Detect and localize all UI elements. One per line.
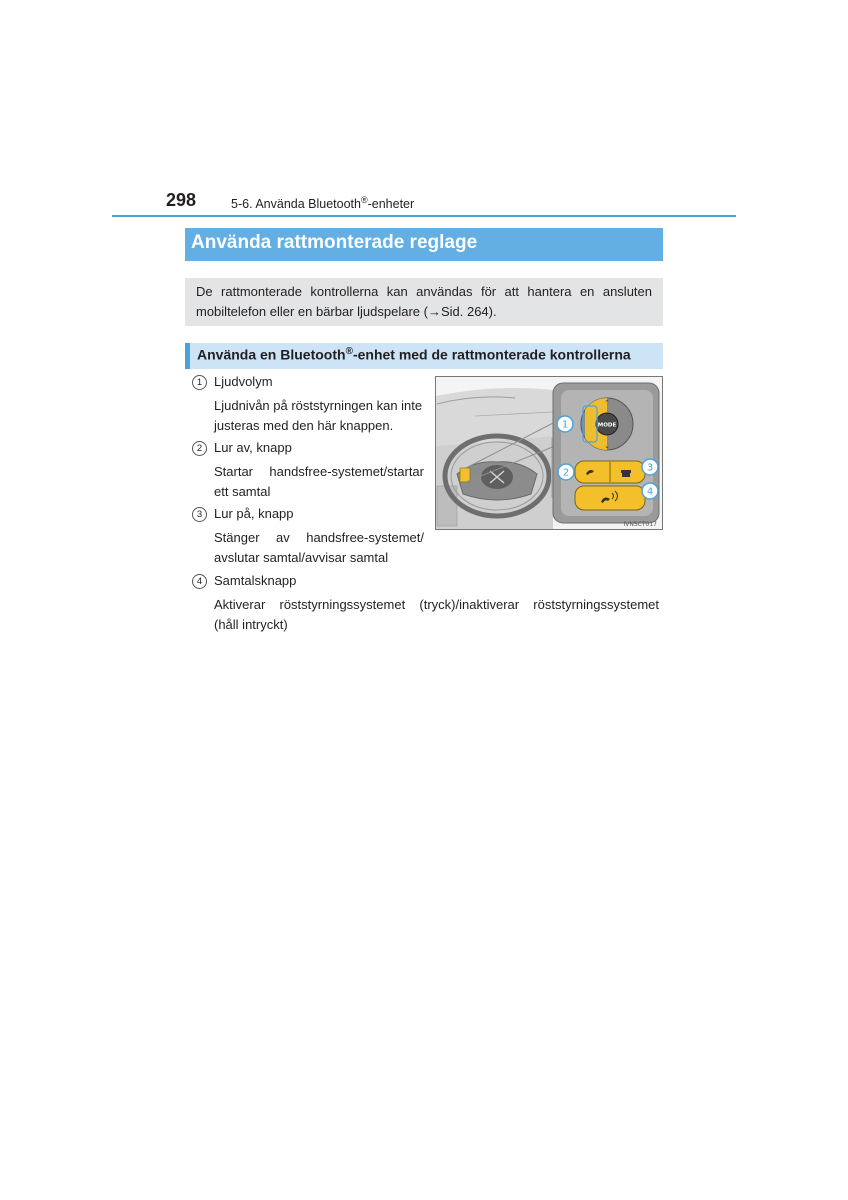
running-header bbox=[231, 195, 414, 211]
item-description-2 bbox=[214, 462, 424, 502]
svg-text:4: 4 bbox=[646, 486, 654, 498]
subsection-title-suffix: -enhet med de rattmonterade kontrollerna bbox=[352, 346, 631, 363]
svg-text:3: 3 bbox=[646, 462, 654, 474]
dashboard-drawing bbox=[436, 388, 553, 529]
item-description-4-line1: Aktiverar röststyrningssystemet (tryck)/inaktiverar röststyrningssystemet bbox=[214, 597, 659, 612]
steering-wheel-controls-illustration bbox=[435, 376, 663, 530]
item-description-4-line2: (håll intryckt) bbox=[214, 617, 288, 632]
registered-mark: ® bbox=[345, 346, 353, 357]
registered-mark: ® bbox=[360, 195, 368, 205]
callout-1 bbox=[557, 416, 573, 432]
svg-text:1: 1 bbox=[561, 419, 569, 431]
item-description-3 bbox=[214, 528, 424, 568]
zoom-panel bbox=[553, 383, 659, 523]
svg-text:⌄: ⌄ bbox=[604, 442, 610, 450]
item-description-1-line1: Ljudnivån på röststyrningen kan inte bbox=[214, 398, 423, 413]
running-header-text: 5-6. Använda Bluetooth bbox=[231, 197, 361, 212]
svg-text:⌃: ⌃ bbox=[604, 399, 610, 407]
item-number-2: 2 bbox=[192, 441, 207, 456]
subsection-title bbox=[185, 343, 663, 369]
page-number: 298 bbox=[166, 190, 197, 210]
intro-box bbox=[185, 278, 663, 326]
item-description-3-line2: avslutar samtal/avvisar samtal bbox=[214, 550, 389, 565]
subsection-title-text: Använda en Bluetooth bbox=[197, 346, 346, 363]
item-label-2: Lur av, knapp bbox=[214, 440, 292, 455]
item-label-4: Samtalsknapp bbox=[214, 573, 297, 588]
running-header-suffix: -enheter bbox=[367, 197, 415, 212]
item-label-1: Ljudvolym bbox=[214, 374, 273, 389]
item-label-3: Lur på, knapp bbox=[214, 506, 294, 521]
callout-4 bbox=[642, 483, 658, 499]
item-description-2-line1: Startar handsfree-systemet/startar bbox=[214, 464, 424, 479]
callout-3 bbox=[642, 459, 658, 475]
section-title: Använda rattmonterade reglage bbox=[185, 228, 663, 261]
item-description-2-line2: ett samtal bbox=[214, 484, 271, 499]
item-number-3: 3 bbox=[192, 507, 207, 522]
on-hook-icon bbox=[621, 470, 631, 477]
item-number-1: 1 bbox=[192, 375, 207, 390]
mode-label: MODE bbox=[597, 422, 617, 429]
callout-2 bbox=[558, 464, 574, 480]
header-rule bbox=[112, 215, 736, 217]
item-description-1 bbox=[214, 396, 424, 436]
intro-text-line2: mobiltelefon eller en bärbar ljudspelare (→Sid. 264). bbox=[196, 303, 497, 319]
item-description-1-line2: justeras med den här knappen. bbox=[214, 418, 394, 433]
item-description-3-line1: Stänger av handsfree-systemet/ bbox=[214, 530, 424, 545]
item-number-4: 4 bbox=[192, 574, 207, 589]
illustration-code: IVNSCT017 bbox=[623, 521, 657, 528]
intro-text-line1: De rattmonterade kontrollerna kan användas för att hantera en ansluten bbox=[196, 284, 652, 299]
talk-button bbox=[575, 486, 645, 510]
item-description-4 bbox=[214, 595, 659, 635]
svg-text:2: 2 bbox=[562, 467, 570, 479]
